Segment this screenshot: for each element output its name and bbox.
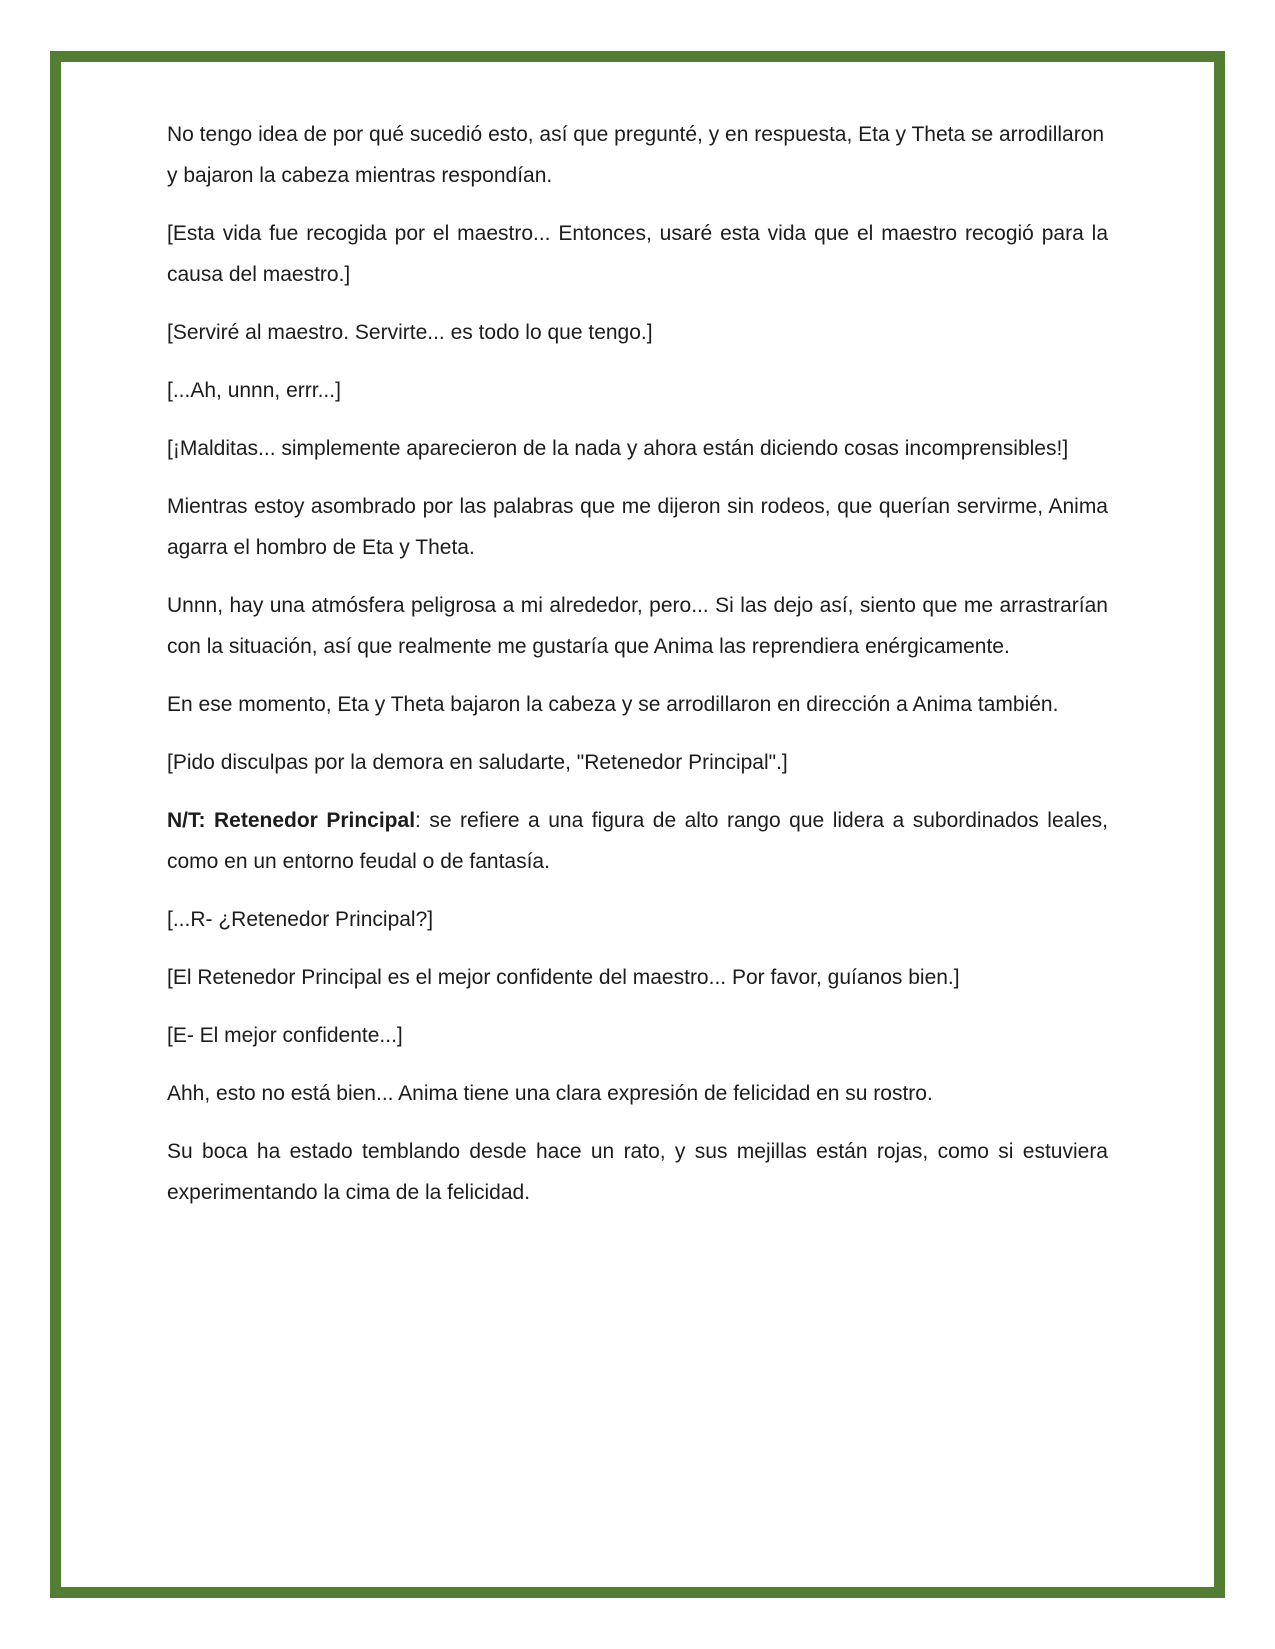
translator-note-label: N/T: Retenedor Principal (167, 809, 416, 832)
paragraph: [Serviré al maestro. Servirte... es todo lo que tengo.] (167, 321, 653, 344)
paragraph: [¡Malditas... simplemente aparecieron de la nada y ahora están diciendo cosas incomprensibles!] (167, 437, 1069, 460)
paragraph: Unnn, hay una atmósfera peligrosa a mi alrededor, pero... Si las dejo así, siento que me arrastrarían con la situación, así que realmente me gustaría que Anima las reprendiera enérgicamente. (167, 594, 1108, 658)
paragraph: No tengo idea de por qué sucedió esto, así que pregunté, y en respuesta, Eta y Theta se arrodillaron y bajaron la cabeza mientras respondían. (167, 123, 1105, 187)
paragraph: Su boca ha estado temblando desde hace un rato, y sus mejillas están rojas, como si estuviera experimentando la cima de la felicidad. (167, 1140, 1108, 1204)
document-body (167, 114, 1108, 1230)
paragraph: [El Retenedor Principal es el mejor confidente del maestro... Por favor, guíanos bien.] (167, 966, 960, 989)
paragraph: [...Ah, unnn, errr...] (167, 379, 341, 402)
paragraph: [Pido disculpas por la demora en saludarte, "Retenedor Principal".] (167, 751, 788, 774)
paragraph: Ahh, esto no está bien... Anima tiene una clara expresión de felicidad en su rostro. (167, 1082, 933, 1105)
page-border-frame (50, 51, 1225, 1598)
paragraph: [Esta vida fue recogida por el maestro... Entonces, usaré esta vida que el maestro recogió para la causa del maestro.] (167, 222, 1108, 286)
paragraph: [...R- ¿Retenedor Principal?] (167, 908, 434, 931)
paragraph: [E- El mejor confidente...] (167, 1024, 403, 1047)
translator-note-text: : se refiere a una figura de alto rango que lidera a subordinados leales, como en un entorno feudal o de fantasía. (167, 809, 1108, 873)
paragraph: Mientras estoy asombrado por las palabras que me dijeron sin rodeos, que querían servirme, Anima agarra el hombro de Eta y Theta. (167, 495, 1108, 559)
translator-note (167, 800, 1108, 882)
paragraph: En ese momento, Eta y Theta bajaron la cabeza y se arrodillaron en dirección a Anima también. (167, 693, 1059, 716)
